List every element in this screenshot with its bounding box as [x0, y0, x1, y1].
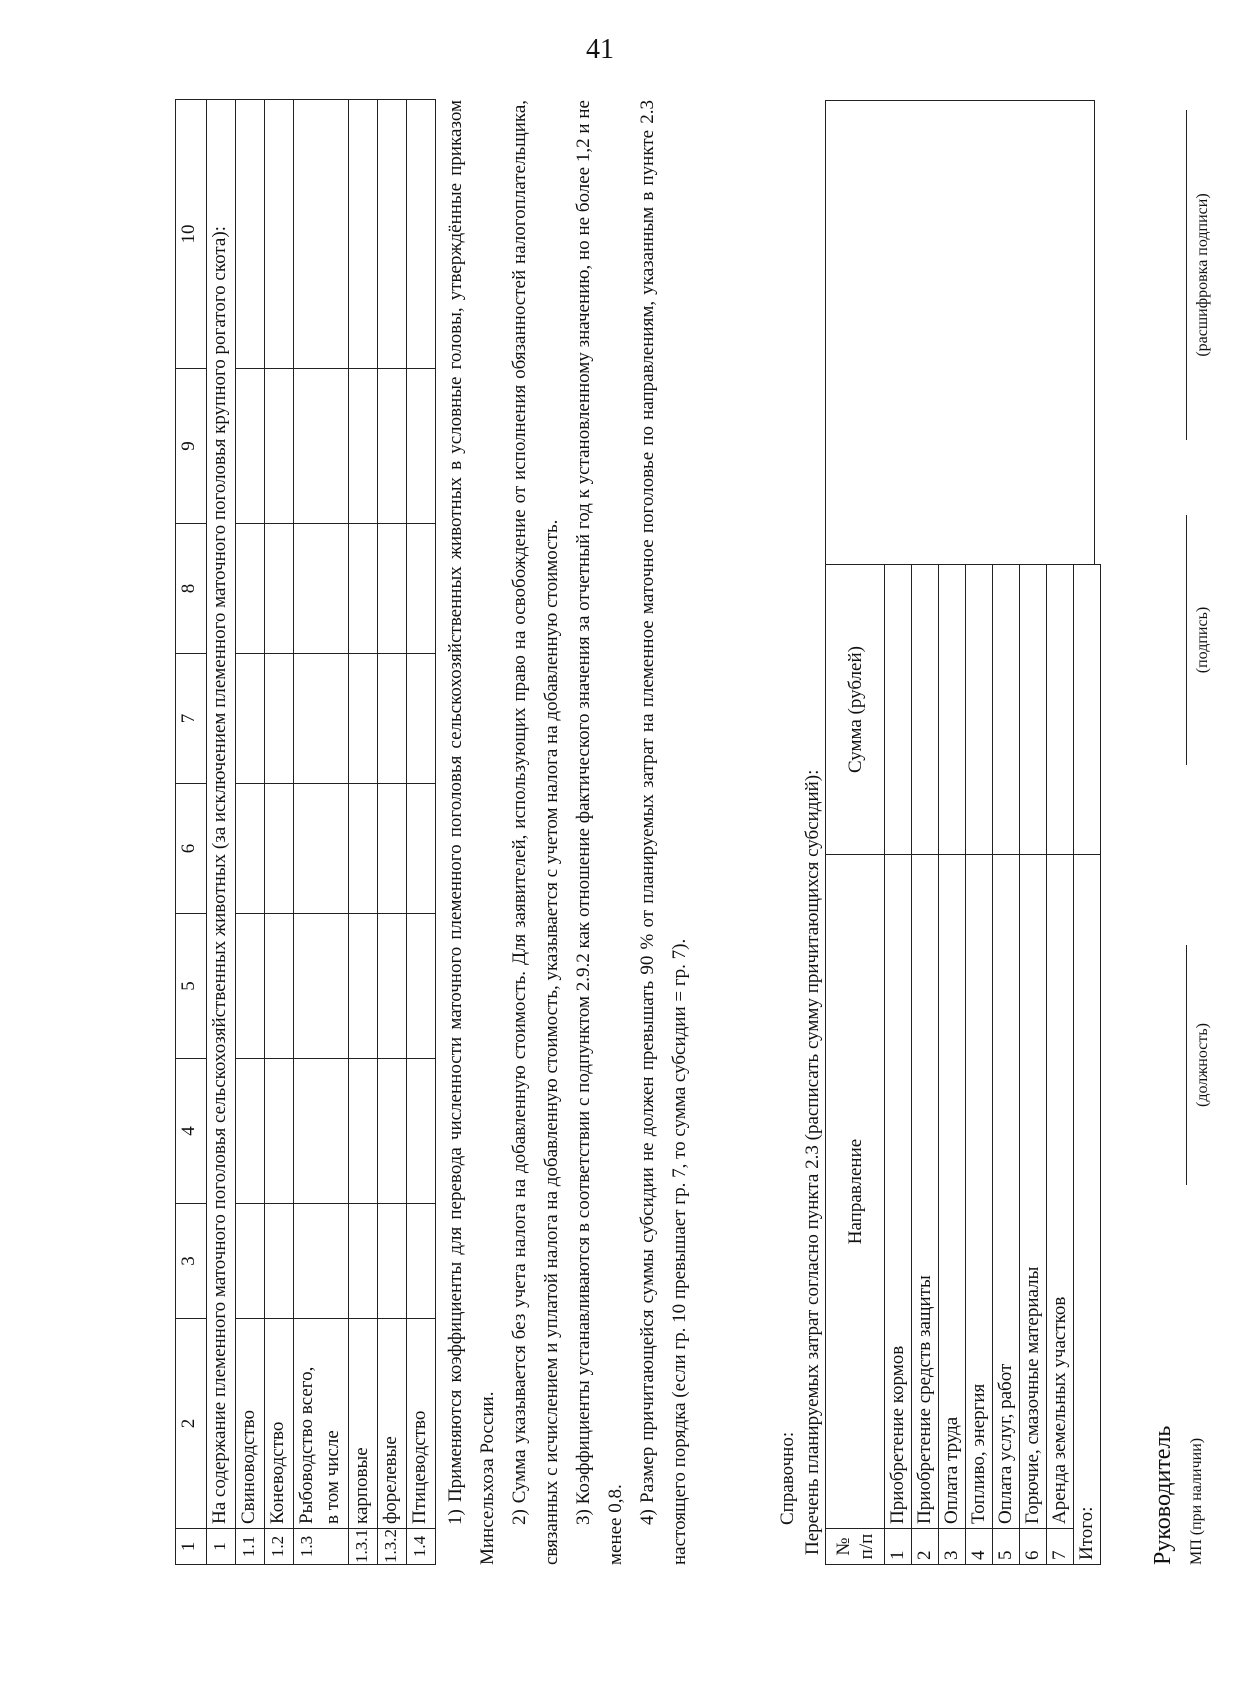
head-title: Руководитель	[1150, 1425, 1176, 1565]
item-number: 4	[966, 1529, 993, 1565]
row-label: Коневодство	[265, 1319, 294, 1529]
item-label: Топливо, энергия	[966, 855, 993, 1529]
decode-caption: (расшифровка подписи)	[1194, 193, 1211, 357]
table-row	[207, 100, 236, 1565]
row-label: карповые	[349, 1319, 378, 1529]
col-sum-header: Сумма (рублей)	[826, 565, 885, 855]
footnote: 3) Коэффициенты устанавливаются в соответствии с подпунктом 2.9.2 как отношение фактического значения за отчетный год к установленному значению, но не более 1,2 и не менее 0,8.	[573, 100, 626, 1565]
row-number: 1.2	[265, 1529, 294, 1565]
col-num-header: № п/п	[826, 1529, 885, 1565]
sign-caption: (подпись)	[1194, 606, 1211, 674]
item-number: 6	[1020, 1529, 1047, 1565]
row-number: 1.4	[407, 1529, 436, 1565]
reference-block	[775, 100, 1095, 1565]
section-title: На содержание племенного маточного поголовья сельскохозяйственных животных (за исключением племенного маточного поголовья крупного рогатого скота):	[207, 100, 236, 1529]
table-row	[378, 100, 407, 1565]
total-label: Итого:	[1074, 855, 1101, 1565]
item-number: 2	[912, 1529, 939, 1565]
signature-block	[1150, 100, 1240, 1565]
row-label	[294, 1319, 349, 1529]
expenses-table	[825, 564, 1101, 1565]
header-cell: 7	[176, 654, 207, 784]
item-number: 1	[885, 1529, 912, 1565]
table-row	[1020, 565, 1047, 1565]
header-row	[176, 100, 207, 1565]
item-label: Горючие, смазочные материалы	[1020, 855, 1047, 1529]
page-number: 41	[586, 34, 614, 65]
table-row	[407, 100, 436, 1565]
item-label: Приобретение кормов	[885, 855, 912, 1529]
table-row	[349, 100, 378, 1565]
table-row	[265, 100, 294, 1565]
footnote: 1) Применяются коэффициенты для перевода численности маточного племенного поголовья сельскохозяйственных животных в условные головы, утверждённые приказом Минсельхоза России.	[445, 100, 498, 1565]
header-cell: 8	[176, 524, 207, 654]
header-cell: 6	[176, 784, 207, 914]
reference-label: Справочно:	[777, 1431, 798, 1525]
stamp-place: МП (при наличии)	[1188, 1437, 1205, 1565]
row-label-line2: в том числе	[322, 1430, 343, 1524]
item-label: Оплата труда	[939, 855, 966, 1529]
row-number: 1.3.1	[349, 1529, 378, 1565]
expenses-header-row	[826, 565, 885, 1565]
header-cell: 10	[176, 100, 207, 369]
row-label-line1: Рыбоводство всего,	[296, 1366, 317, 1524]
position-line	[1186, 945, 1187, 1185]
reference-caption: Перечень планируемых затрат согласно пункта 2.3 (расписать сумму причитающихся субсидий):	[802, 769, 823, 1555]
main-table	[175, 99, 436, 1565]
footnote: 2) Сумма указывается без учета налога на добавленную стоимость. Для заявителей, использующих право на освобождение от исполнения обязанностей налогоплательщика, связанных с исчислением и уплатой налога на добавленную стоимость, указывается с учетом налога на добавленную стоимость.	[509, 100, 562, 1565]
table-row	[294, 100, 349, 1565]
item-number: 3	[939, 1529, 966, 1565]
row-label: Птицеводство	[407, 1319, 436, 1529]
row-label: форелевые	[378, 1319, 407, 1529]
item-label: Приобретение средств защиты	[912, 855, 939, 1529]
row-number: 1.1	[236, 1529, 265, 1565]
reference-right-frame	[825, 100, 1095, 565]
table-row	[966, 565, 993, 1565]
table-row	[993, 565, 1020, 1565]
header-cell: 4	[176, 1059, 207, 1204]
decode-line	[1186, 110, 1187, 440]
footnotes	[440, 100, 696, 1565]
sign-line	[1186, 515, 1187, 765]
footnote: 4) Размер причитающейся суммы субсидии не должен превышать 90 % от планируемых затрат на племенное маточное поголовье по направлениям, указанным в пункте 2.3 настоящего порядка (если гр. 10 превышает гр. 7, то сумма субсидии = гр. 7).	[637, 100, 690, 1565]
item-number: 7	[1047, 1529, 1074, 1565]
item-label: Оплата услуг, работ	[993, 855, 1020, 1529]
table-row	[1047, 565, 1074, 1565]
table-row	[885, 565, 912, 1565]
row-number: 1.3.2	[378, 1529, 407, 1565]
header-cell: 3	[176, 1204, 207, 1319]
header-cell: 5	[176, 914, 207, 1059]
position-caption: (должность)	[1194, 1023, 1211, 1107]
header-cell: 9	[176, 369, 207, 524]
col-direction-header: Направление	[826, 855, 885, 1529]
item-number: 5	[993, 1529, 1020, 1565]
row-label: Свиноводство	[236, 1319, 265, 1529]
table-row	[236, 100, 265, 1565]
row-number: 1.3	[294, 1529, 349, 1565]
header-cell: 1	[176, 1529, 207, 1565]
table-row	[939, 565, 966, 1565]
item-label: Аренда земельных участков	[1047, 855, 1074, 1529]
total-row	[1074, 565, 1101, 1565]
header-cell: 2	[176, 1319, 207, 1529]
row-number: 1	[207, 1529, 236, 1565]
table-row	[912, 565, 939, 1565]
rotated-page-content	[175, 100, 1211, 1565]
